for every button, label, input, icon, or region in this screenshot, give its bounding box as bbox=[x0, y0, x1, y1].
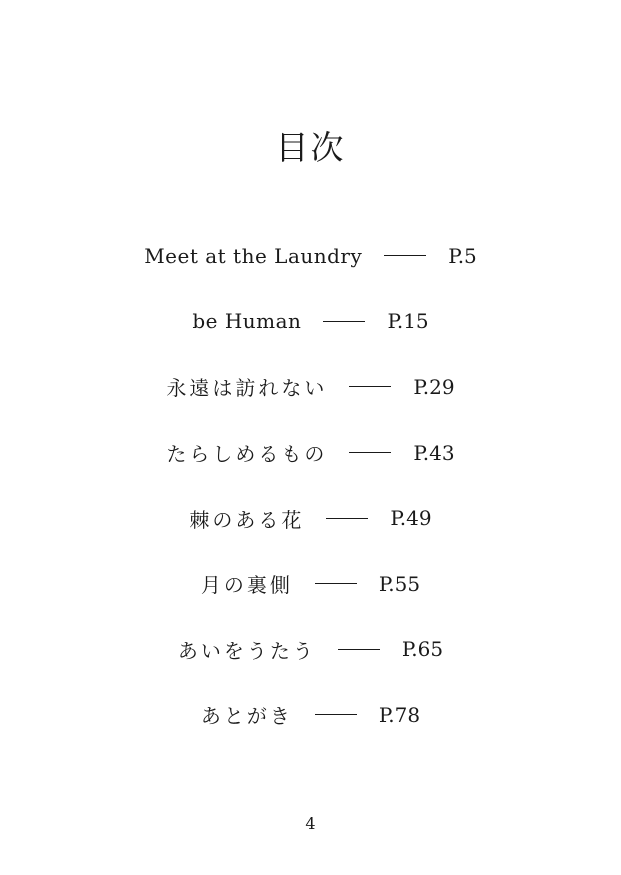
toc-entry-title: 棘のある花 bbox=[189, 507, 305, 532]
toc-entry-page: P.29 bbox=[413, 374, 455, 399]
toc-entry-page: P.5 bbox=[448, 243, 477, 268]
toc-entry-page: P.43 bbox=[413, 440, 455, 465]
page-number: 4 bbox=[305, 814, 316, 833]
toc-entry bbox=[0, 354, 621, 420]
toc-entry-page: P.78 bbox=[378, 702, 421, 727]
leader-dash bbox=[338, 649, 380, 650]
toc-entry bbox=[0, 420, 621, 486]
toc-entry-page: P.49 bbox=[390, 506, 432, 531]
toc-entry-title: たらしめるもの bbox=[166, 442, 328, 467]
toc-entry-title: Meet at the Laundry bbox=[144, 243, 363, 268]
toc-entry bbox=[0, 289, 621, 355]
leader-dash bbox=[384, 255, 426, 256]
toc-entry bbox=[0, 682, 621, 748]
toc-entry-page: P.55 bbox=[378, 571, 421, 596]
toc-entry-page: P.65 bbox=[401, 637, 444, 662]
toc-entry-title: 月の裏側 bbox=[200, 573, 293, 598]
toc-entry bbox=[0, 617, 621, 683]
toc-entry bbox=[0, 223, 621, 289]
toc-entry bbox=[0, 551, 621, 617]
leader-dash bbox=[315, 714, 357, 715]
toc-entry-page: P.15 bbox=[387, 309, 429, 334]
table-of-contents bbox=[0, 223, 621, 748]
toc-entry bbox=[0, 485, 621, 551]
toc-entry-title: あいをうたう bbox=[177, 638, 316, 663]
toc-entry-title: 永遠は訪れない bbox=[166, 376, 328, 401]
leader-dash bbox=[326, 518, 368, 519]
leader-dash bbox=[315, 583, 357, 584]
leader-dash bbox=[349, 452, 391, 453]
page-title: 目次 bbox=[275, 128, 346, 167]
leader-dash bbox=[323, 321, 365, 322]
leader-dash bbox=[349, 386, 391, 387]
toc-entry-title: あとがき bbox=[200, 704, 293, 729]
toc-entry-title: be Human bbox=[192, 309, 302, 334]
